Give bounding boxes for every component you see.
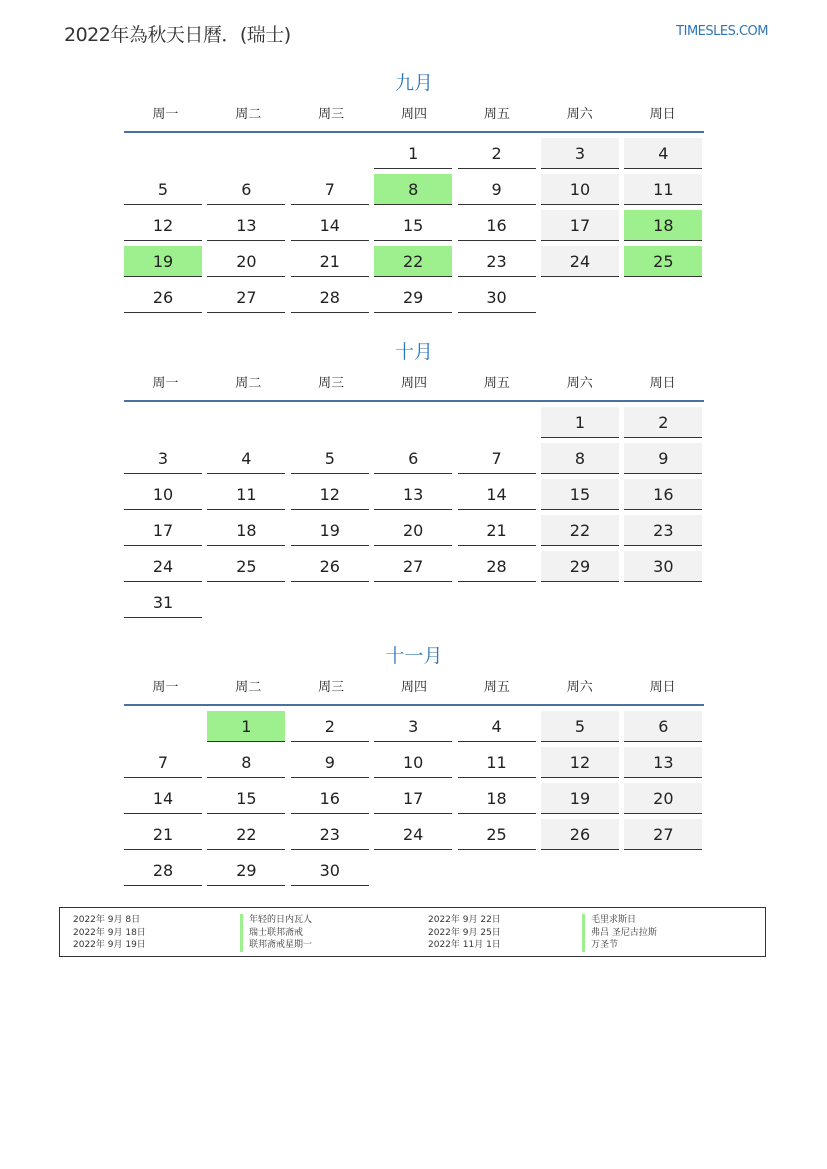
weekday-label: 周一: [152, 107, 179, 122]
weekday-label: 周四: [401, 376, 428, 391]
day-cell[interactable]: 6: [624, 711, 702, 742]
day-cell[interactable]: 18: [207, 515, 285, 546]
day-cell[interactable]: 6: [374, 443, 452, 474]
day-cell[interactable]: 31: [124, 587, 202, 618]
weekday-label: 周日: [649, 107, 676, 122]
empty-day-cell: [458, 407, 536, 438]
day-cell[interactable]: 24: [541, 246, 619, 277]
legend-date: 2022年 9月 18日: [73, 927, 146, 938]
weekday-label: 周三: [318, 376, 345, 391]
legend-date: 2022年 9月 22日: [428, 915, 501, 925]
weekday-label: 周二: [235, 107, 262, 122]
day-cell[interactable]: 3: [541, 138, 619, 169]
day-cell[interactable]: 14: [124, 783, 202, 814]
day-cell[interactable]: 2: [624, 407, 702, 438]
day-cell[interactable]: 16: [291, 783, 369, 814]
day-cell[interactable]: 15: [207, 783, 285, 814]
weekday-label: 周六: [566, 680, 593, 695]
holiday-day-cell[interactable]: 8: [374, 174, 452, 205]
holiday-day-cell[interactable]: 1: [207, 711, 285, 742]
day-cell[interactable]: 30: [624, 551, 702, 582]
weekday-header: [124, 678, 704, 706]
month-title: 九月: [394, 72, 433, 94]
weekday-header: [124, 105, 704, 133]
empty-day-cell: [124, 138, 202, 169]
day-grid: [124, 407, 704, 618]
day-cell[interactable]: 9: [291, 747, 369, 778]
day-cell[interactable]: 14: [291, 210, 369, 241]
empty-day-cell: [124, 407, 202, 438]
legend-holiday-name: 毛里求斯日: [582, 914, 657, 927]
month-title: 十月: [394, 341, 433, 363]
day-cell[interactable]: 30: [291, 855, 369, 886]
day-cell[interactable]: 7: [124, 747, 202, 778]
weekday-label: 周六: [566, 107, 593, 122]
day-cell[interactable]: 23: [291, 819, 369, 850]
day-cell[interactable]: 3: [124, 443, 202, 474]
day-cell[interactable]: 17: [374, 783, 452, 814]
holiday-day-cell[interactable]: 19: [124, 246, 202, 277]
day-cell[interactable]: 26: [291, 551, 369, 582]
day-cell[interactable]: 20: [207, 246, 285, 277]
day-cell[interactable]: 10: [124, 479, 202, 510]
holiday-day-cell[interactable]: 18: [624, 210, 702, 241]
day-cell[interactable]: 13: [207, 210, 285, 241]
month-october: [124, 339, 704, 618]
weekday-label: 周四: [401, 680, 428, 695]
weekday-label: 周五: [483, 680, 510, 695]
month-september: [124, 70, 704, 313]
day-cell[interactable]: 25: [207, 551, 285, 582]
weekday-label: 周一: [152, 680, 179, 695]
day-cell[interactable]: 24: [124, 551, 202, 582]
weekday-label: 周四: [401, 107, 428, 122]
brand-logo[interactable]: TIMESLES.COM: [676, 24, 768, 39]
day-cell[interactable]: 22: [541, 515, 619, 546]
empty-day-cell: [124, 711, 202, 742]
weekday-label: 周二: [235, 376, 262, 391]
weekday-label: 周一: [152, 376, 179, 391]
legend-holiday-name: 弗吕 圣尼古拉斯: [582, 927, 657, 940]
day-cell[interactable]: 23: [624, 515, 702, 546]
weekday-label: 周日: [649, 680, 676, 695]
day-cell[interactable]: 4: [624, 138, 702, 169]
day-cell[interactable]: 25: [458, 819, 536, 850]
day-cell[interactable]: 2: [458, 138, 536, 169]
day-cell[interactable]: 29: [541, 551, 619, 582]
day-grid: [124, 138, 704, 313]
weekday-label: 周日: [649, 376, 676, 391]
day-grid: [124, 711, 704, 886]
day-cell[interactable]: 11: [207, 479, 285, 510]
day-cell[interactable]: 28: [458, 551, 536, 582]
weekday-label: 周三: [318, 107, 345, 122]
empty-day-cell: [291, 138, 369, 169]
day-cell[interactable]: 4: [207, 443, 285, 474]
day-cell[interactable]: 8: [207, 747, 285, 778]
legend-date: 2022年 9月 8日: [73, 915, 141, 925]
day-cell[interactable]: 5: [291, 443, 369, 474]
holiday-day-cell[interactable]: 25: [624, 246, 702, 277]
legend-holiday-name: 万圣节: [582, 939, 657, 952]
day-cell[interactable]: 10: [374, 747, 452, 778]
day-cell[interactable]: 17: [541, 210, 619, 241]
day-cell[interactable]: 12: [124, 210, 202, 241]
month-november: [124, 643, 704, 886]
weekday-label: 周三: [318, 680, 345, 695]
day-cell[interactable]: 24: [374, 819, 452, 850]
weekday-header: [124, 374, 704, 402]
legend-date: 2022年 9月 19日: [73, 940, 146, 950]
day-cell[interactable]: 1: [374, 138, 452, 169]
day-cell[interactable]: 3: [374, 711, 452, 742]
empty-day-cell: [291, 407, 369, 438]
weekday-label: 周六: [566, 376, 593, 391]
day-cell[interactable]: 6: [207, 174, 285, 205]
day-cell[interactable]: 5: [124, 174, 202, 205]
day-cell[interactable]: 20: [624, 783, 702, 814]
day-cell[interactable]: 22: [207, 819, 285, 850]
day-cell[interactable]: 21: [458, 515, 536, 546]
legend-holiday-name: 联邦斋戒星期一: [240, 939, 312, 952]
day-cell[interactable]: 10: [541, 174, 619, 205]
day-cell[interactable]: 7: [458, 443, 536, 474]
day-cell[interactable]: 11: [458, 747, 536, 778]
day-cell[interactable]: 16: [458, 210, 536, 241]
day-cell[interactable]: 29: [374, 282, 452, 313]
day-cell[interactable]: 21: [124, 819, 202, 850]
month-title: 十一月: [385, 645, 443, 667]
legend-holiday-name: 年轻的日内瓦人: [240, 914, 312, 927]
day-cell[interactable]: 15: [374, 210, 452, 241]
day-cell[interactable]: 28: [124, 855, 202, 886]
empty-day-cell: [207, 407, 285, 438]
legend-date: 2022年 11月 1日: [428, 940, 501, 950]
day-cell[interactable]: 15: [541, 479, 619, 510]
day-cell[interactable]: 8: [541, 443, 619, 474]
day-cell[interactable]: 20: [374, 515, 452, 546]
day-cell[interactable]: 5: [541, 711, 619, 742]
page-title: 2022年為秋天日曆．(瑞士): [64, 24, 291, 46]
empty-day-cell: [374, 407, 452, 438]
day-cell[interactable]: 21: [291, 246, 369, 277]
day-cell[interactable]: 1: [541, 407, 619, 438]
day-cell[interactable]: 19: [291, 515, 369, 546]
day-cell[interactable]: 26: [124, 282, 202, 313]
day-cell[interactable]: 27: [374, 551, 452, 582]
day-cell[interactable]: 7: [291, 174, 369, 205]
weekday-label: 周五: [483, 376, 510, 391]
day-cell[interactable]: 11: [624, 174, 702, 205]
day-cell[interactable]: 12: [541, 747, 619, 778]
day-cell[interactable]: 14: [458, 479, 536, 510]
day-cell[interactable]: 27: [624, 819, 702, 850]
day-cell[interactable]: 29: [207, 855, 285, 886]
day-cell[interactable]: 9: [458, 174, 536, 205]
day-cell[interactable]: 26: [541, 819, 619, 850]
weekday-label: 周五: [483, 107, 510, 122]
empty-day-cell: [207, 138, 285, 169]
weekday-label: 周二: [235, 680, 262, 695]
day-cell[interactable]: 4: [458, 711, 536, 742]
day-cell[interactable]: 13: [374, 479, 452, 510]
legend-holiday-name: 瑞士联邦斋戒: [240, 927, 312, 940]
day-cell[interactable]: 23: [458, 246, 536, 277]
holiday-day-cell[interactable]: 22: [374, 246, 452, 277]
day-cell[interactable]: 18: [458, 783, 536, 814]
day-cell[interactable]: 28: [291, 282, 369, 313]
day-cell[interactable]: 2: [291, 711, 369, 742]
day-cell[interactable]: 13: [624, 747, 702, 778]
holiday-legend: [59, 907, 766, 957]
day-cell[interactable]: 12: [291, 479, 369, 510]
legend-date: 2022年 9月 25日: [428, 927, 501, 938]
day-cell[interactable]: 9: [624, 443, 702, 474]
day-cell[interactable]: 30: [458, 282, 536, 313]
day-cell[interactable]: 17: [124, 515, 202, 546]
day-cell[interactable]: 19: [541, 783, 619, 814]
day-cell[interactable]: 16: [624, 479, 702, 510]
day-cell[interactable]: 27: [207, 282, 285, 313]
